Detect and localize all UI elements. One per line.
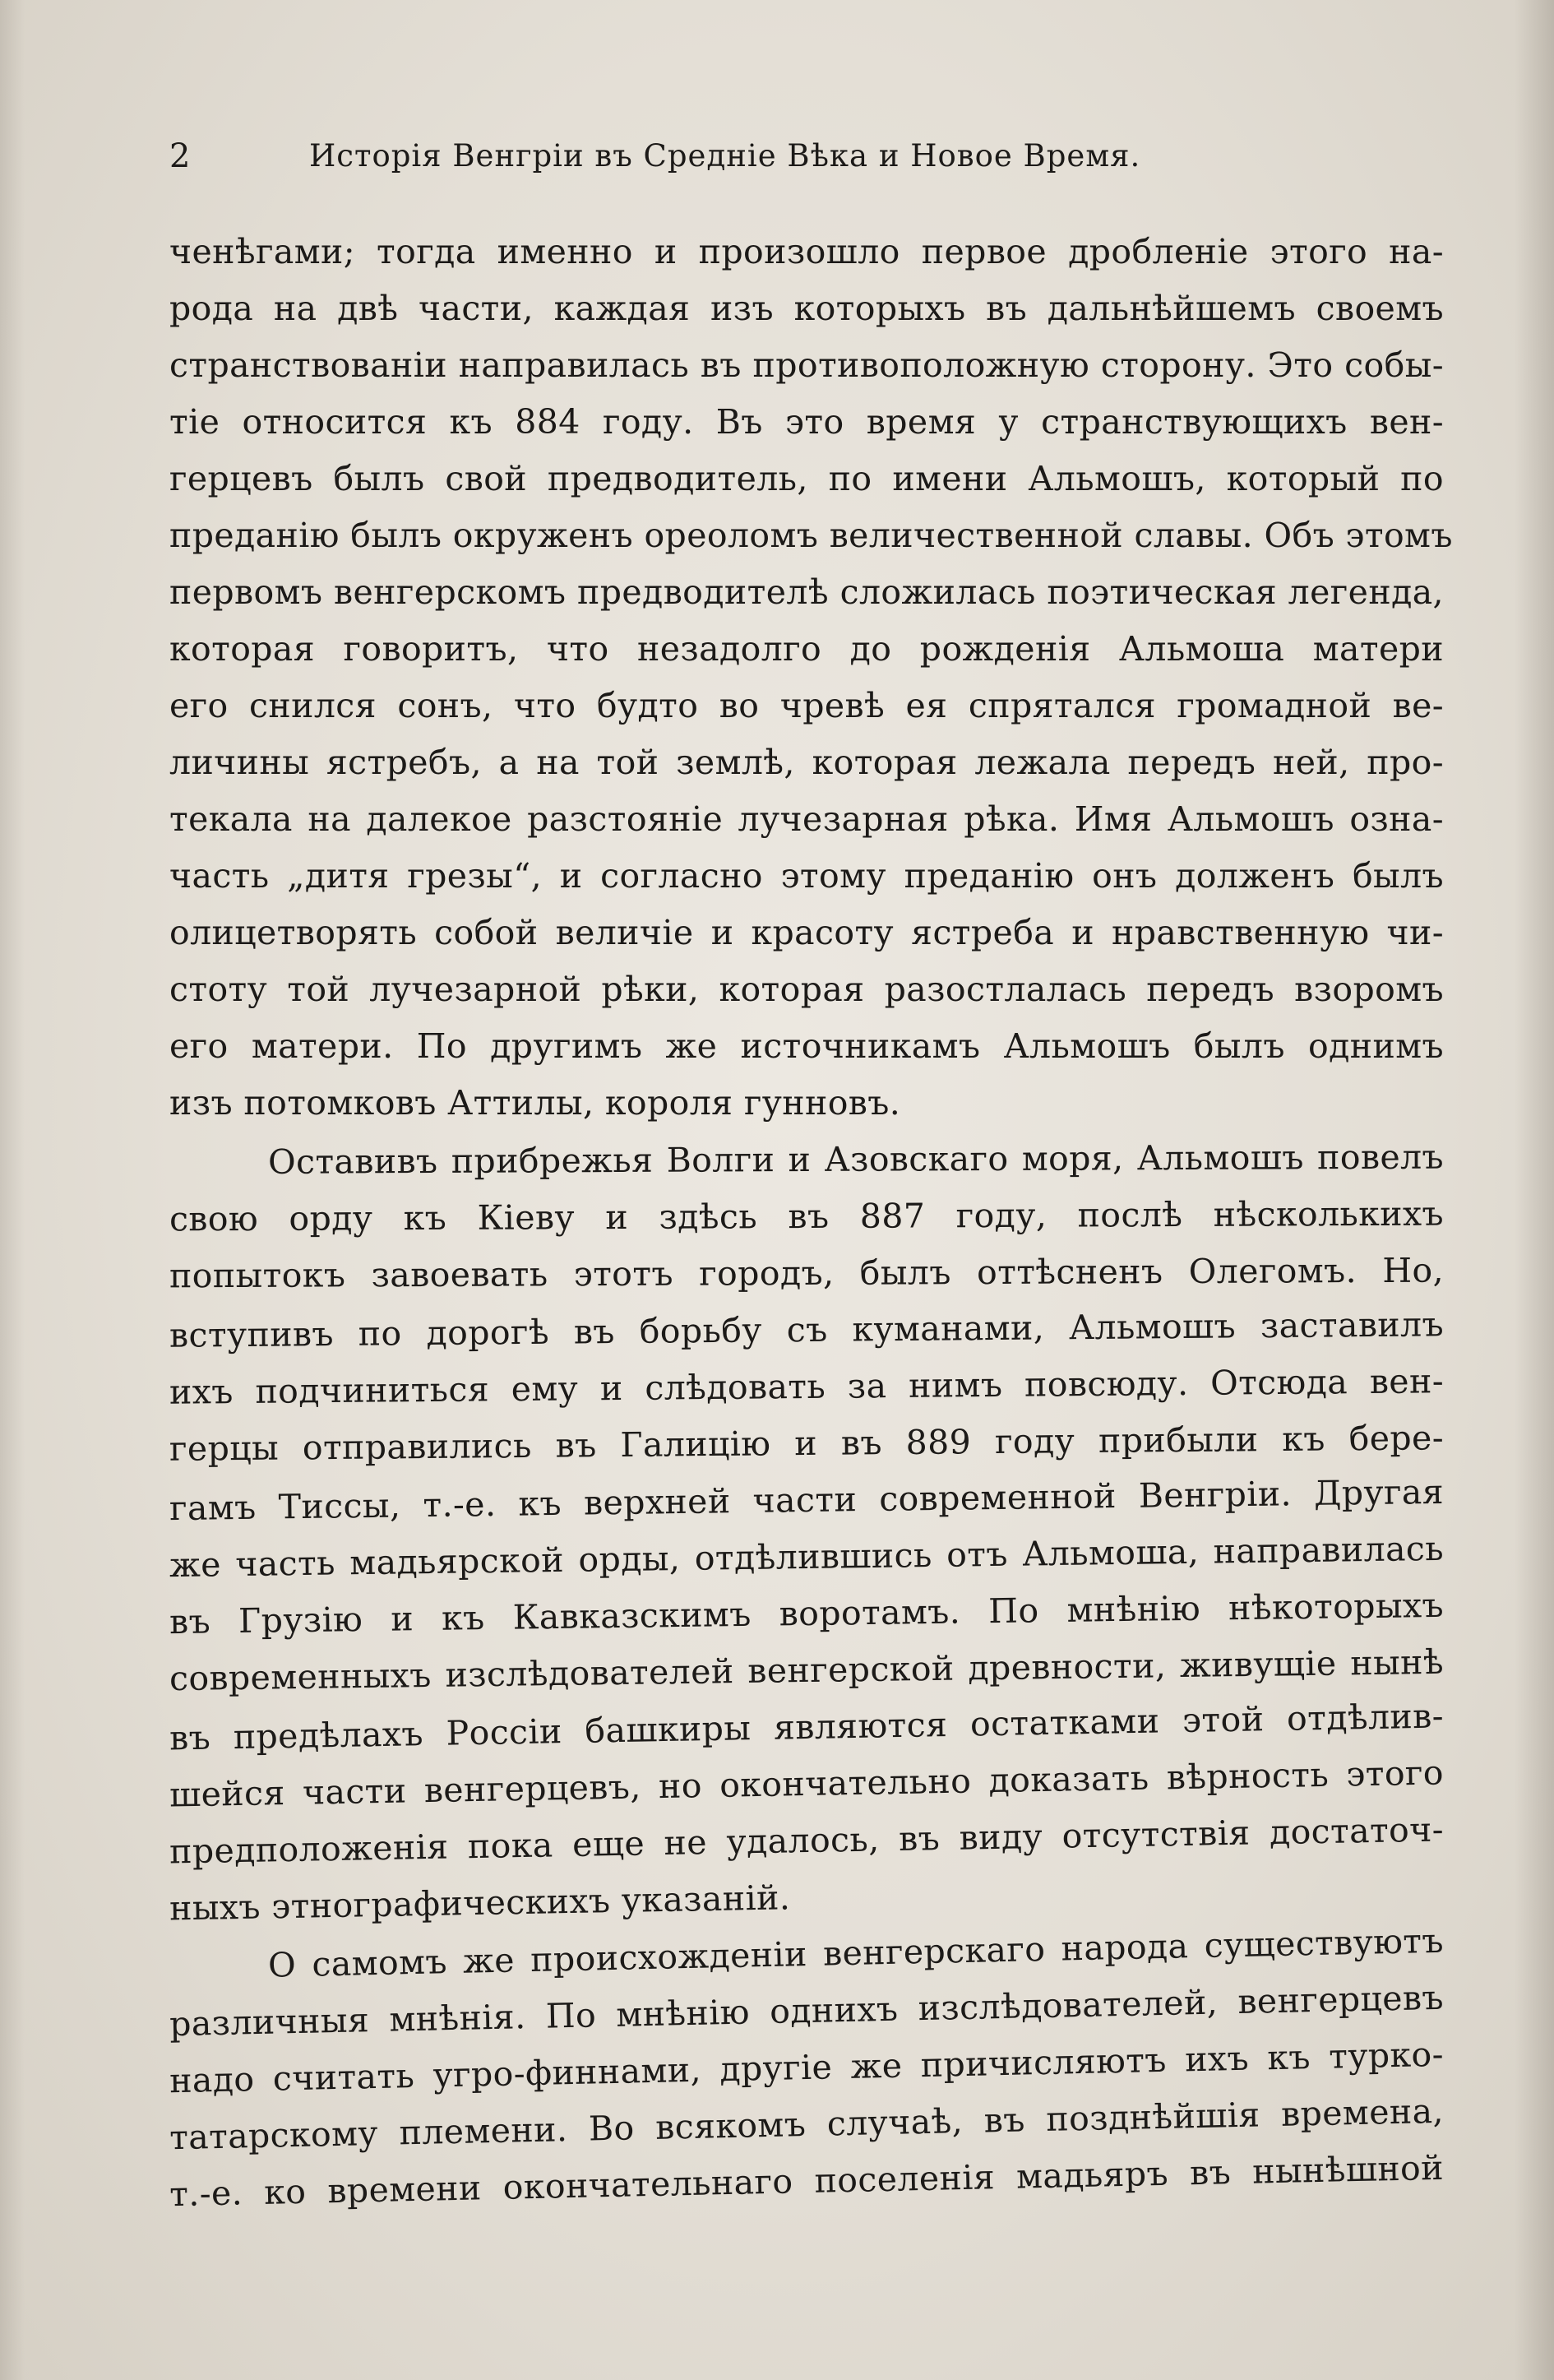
- text-line: странствованіи направилась въ противоположную сторону. Это собы-: [169, 345, 1444, 385]
- text-line: герцы отправились въ Галицію и въ 889 году прибыли къ бере-: [169, 1418, 1445, 1469]
- text-line: изъ потомковъ Аттилы, короля гунновъ.: [169, 1083, 901, 1123]
- text-line: вступивъ по дорогѣ въ борьбу съ куманами, Альмошъ заставилъ: [169, 1304, 1445, 1355]
- text-line: же часть мадьярской орды, отдѣлившись отъ Альмоша, направилась: [169, 1528, 1445, 1586]
- text-line: Оставивъ прибрежья Волги и Азовскаго моря, Альмошъ повелъ: [267, 1137, 1445, 1182]
- text-line: надо считать угро-финнами, другіе же причисляютъ ихъ къ турко-: [169, 2034, 1445, 2101]
- text-line: предположенія пока еще не удалось, въ виду отсутствія достаточ-: [169, 1809, 1445, 1872]
- page-number: 2: [169, 137, 191, 175]
- running-title: Исторія Венгріи въ Средніе Вѣка и Новое Время.: [309, 138, 1141, 174]
- text-line: свою орду къ Кіеву и здѣсь въ 887 году, послѣ нѣсколькихъ: [169, 1193, 1445, 1239]
- text-line: современныхъ изслѣдователей венгерской древности, живущіе нынѣ: [169, 1641, 1445, 1699]
- text-line: О самомъ же происхожденіи венгерскаго народа существуютъ: [267, 1920, 1445, 1985]
- text-line: личины ястребъ, а на той землѣ, которая лежала передъ ней, про-: [169, 743, 1444, 782]
- text-line: ныхъ этнографическихъ указаній.: [169, 1878, 791, 1929]
- text-line: текала на далекое разстояніе лучезарная рѣка. Имя Альмошъ озна-: [169, 799, 1444, 839]
- text-line: первомъ венгерскомъ предводителѣ сложилась поэтическая легенда,: [169, 572, 1444, 612]
- text-line: его матери. По другимъ же источникамъ Альмошъ былъ однимъ: [169, 1026, 1444, 1066]
- text-line: шейся части венгерцевъ, но окончательно доказать вѣрность этого: [169, 1753, 1445, 1815]
- text-line: ченѣгами; тогда именно и произошло первое дробленіе этого на-: [169, 232, 1444, 271]
- text-line: которая говоритъ, что незадолго до рожденія Альмоша матери: [169, 629, 1444, 669]
- text-line: въ Грузію и къ Кавказскимъ воротамъ. По мнѣнію нѣкоторыхъ: [169, 1585, 1445, 1642]
- text-line: различныя мнѣнія. По мнѣнію однихъ изслѣдователей, венгерцевъ: [169, 1977, 1445, 2044]
- text-line: олицетворять собой величіе и красоту ястреба и нравственную чи-: [169, 913, 1444, 952]
- text-line: гамъ Тиссы, т.-е. къ верхней части современной Венгріи. Другая: [169, 1471, 1445, 1529]
- text-line: герцевъ былъ свой предводитель, по имени Альмошъ, который по: [169, 459, 1444, 498]
- page-edge-shadow-left: [0, 0, 25, 2380]
- text-line: его снился сонъ, что будто во чревѣ ея спрятался громадной ве-: [169, 686, 1444, 725]
- text-line: т.-е. ко времени окончательнаго поселенія мадьяръ въ нынѣшной: [169, 2147, 1445, 2215]
- text-line: ихъ подчиниться ему и слѣдовать за нимъ повсюду. Отсюда вен-: [169, 1361, 1445, 1412]
- text-line: часть „дитя грезы“, и согласно этому преданію онъ долженъ былъ: [169, 856, 1444, 896]
- text-line: преданію былъ окруженъ ореоломъ величественной славы. Объ этомъ: [169, 516, 1453, 555]
- text-line: стоту той лучезарной рѣки, которая разостлалась передъ взоромъ: [169, 970, 1444, 1009]
- page-edge-shadow: [1515, 0, 1554, 2380]
- text-line: тіе относится къ 884 году. Въ это время у странствующихъ вен-: [169, 402, 1444, 442]
- text-line: въ предѣлахъ Россіи башкиры являются остатками этой отдѣлив-: [169, 1696, 1445, 1758]
- text-line: рода на двѣ части, каждая изъ которыхъ въ дальнѣйшемъ своемъ: [169, 289, 1444, 328]
- body-text: [169, 224, 1453, 2215]
- text-line: татарскому племени. Во всякомъ случаѣ, въ позднѣйшія времена,: [169, 2091, 1445, 2158]
- text-line: попытокъ завоевать этотъ городъ, былъ оттѣсненъ Олегомъ. Но,: [169, 1250, 1445, 1296]
- page-header: [169, 132, 1271, 181]
